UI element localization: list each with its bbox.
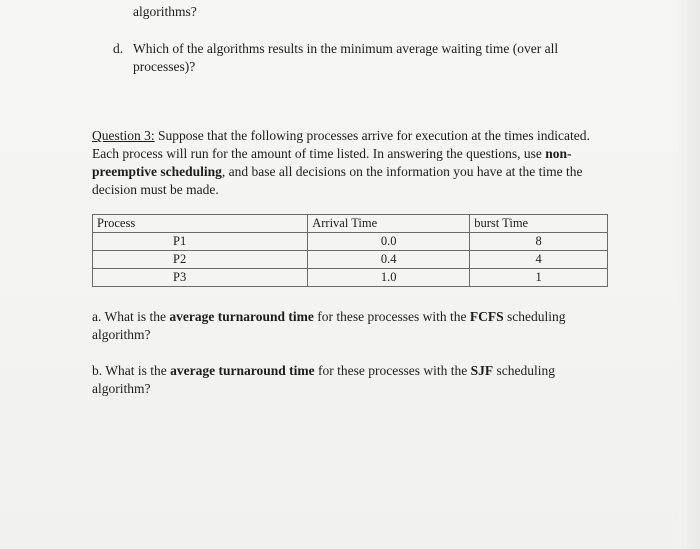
table-row: [93, 269, 608, 287]
cell-arrival: 1.0: [308, 269, 470, 287]
previous-question-continuation: algorithms?: [133, 4, 197, 19]
question-d-text: [133, 40, 603, 76]
question-3-paragraph: [92, 127, 602, 199]
question-a-text-2: for these processes with the: [313, 309, 470, 324]
question-b-text-2: for these processes with the: [314, 363, 471, 378]
question-3-label: Question 3:: [92, 128, 155, 143]
cell-burst: 4: [470, 251, 608, 269]
cell-process: P3: [93, 269, 308, 287]
question-d-line-1: Which of the algorithms results in the minimum average waiting time (over all: [133, 41, 559, 56]
question-b-text-1: b. What is the: [92, 363, 171, 378]
cell-process: P2: [93, 251, 308, 269]
cell-burst: 1: [470, 269, 608, 287]
question-3-text-1: Suppose that the following processes arrive for execution at the times indicated. Each process will run for the amount of time listed. In answering the questions, use: [92, 128, 590, 161]
question-3-bold-term: non-preemptive scheduling: [92, 146, 572, 179]
question-a-paragraph: [92, 308, 612, 344]
cell-burst: 8: [470, 233, 608, 251]
cell-arrival: 0.0: [308, 233, 470, 251]
process-table: [92, 214, 608, 287]
cell-process: P1: [93, 233, 308, 251]
header-arrival-time: Arrival Time: [308, 215, 470, 233]
question-a-bold-2: FCFS: [469, 309, 504, 324]
question-d-marker: d.: [113, 41, 124, 56]
question-b-bold-1: average turnaround time: [170, 363, 315, 378]
table-header-row: [93, 215, 608, 233]
question-3-text-2: , and base all decisions on the information you have at the time the decision must be made.: [92, 164, 583, 197]
question-a-bold-1: average turnaround time: [169, 309, 314, 324]
question-b-text-3: scheduling algorithm?: [92, 363, 555, 396]
question-a-text-3: scheduling algorithm?: [92, 309, 566, 342]
header-burst-time: burst Time: [470, 215, 608, 233]
question-d-line-2: processes)?: [133, 59, 196, 74]
question-b-paragraph: [92, 362, 612, 398]
page-edge-shadow: [678, 0, 700, 549]
table-row: [93, 251, 608, 269]
question-a-text-1: a. What is the: [92, 309, 170, 324]
question-b-bold-2: SJF: [470, 363, 494, 378]
cell-arrival: 0.4: [308, 251, 470, 269]
header-process: Process: [93, 215, 308, 233]
table-row: [93, 233, 608, 251]
